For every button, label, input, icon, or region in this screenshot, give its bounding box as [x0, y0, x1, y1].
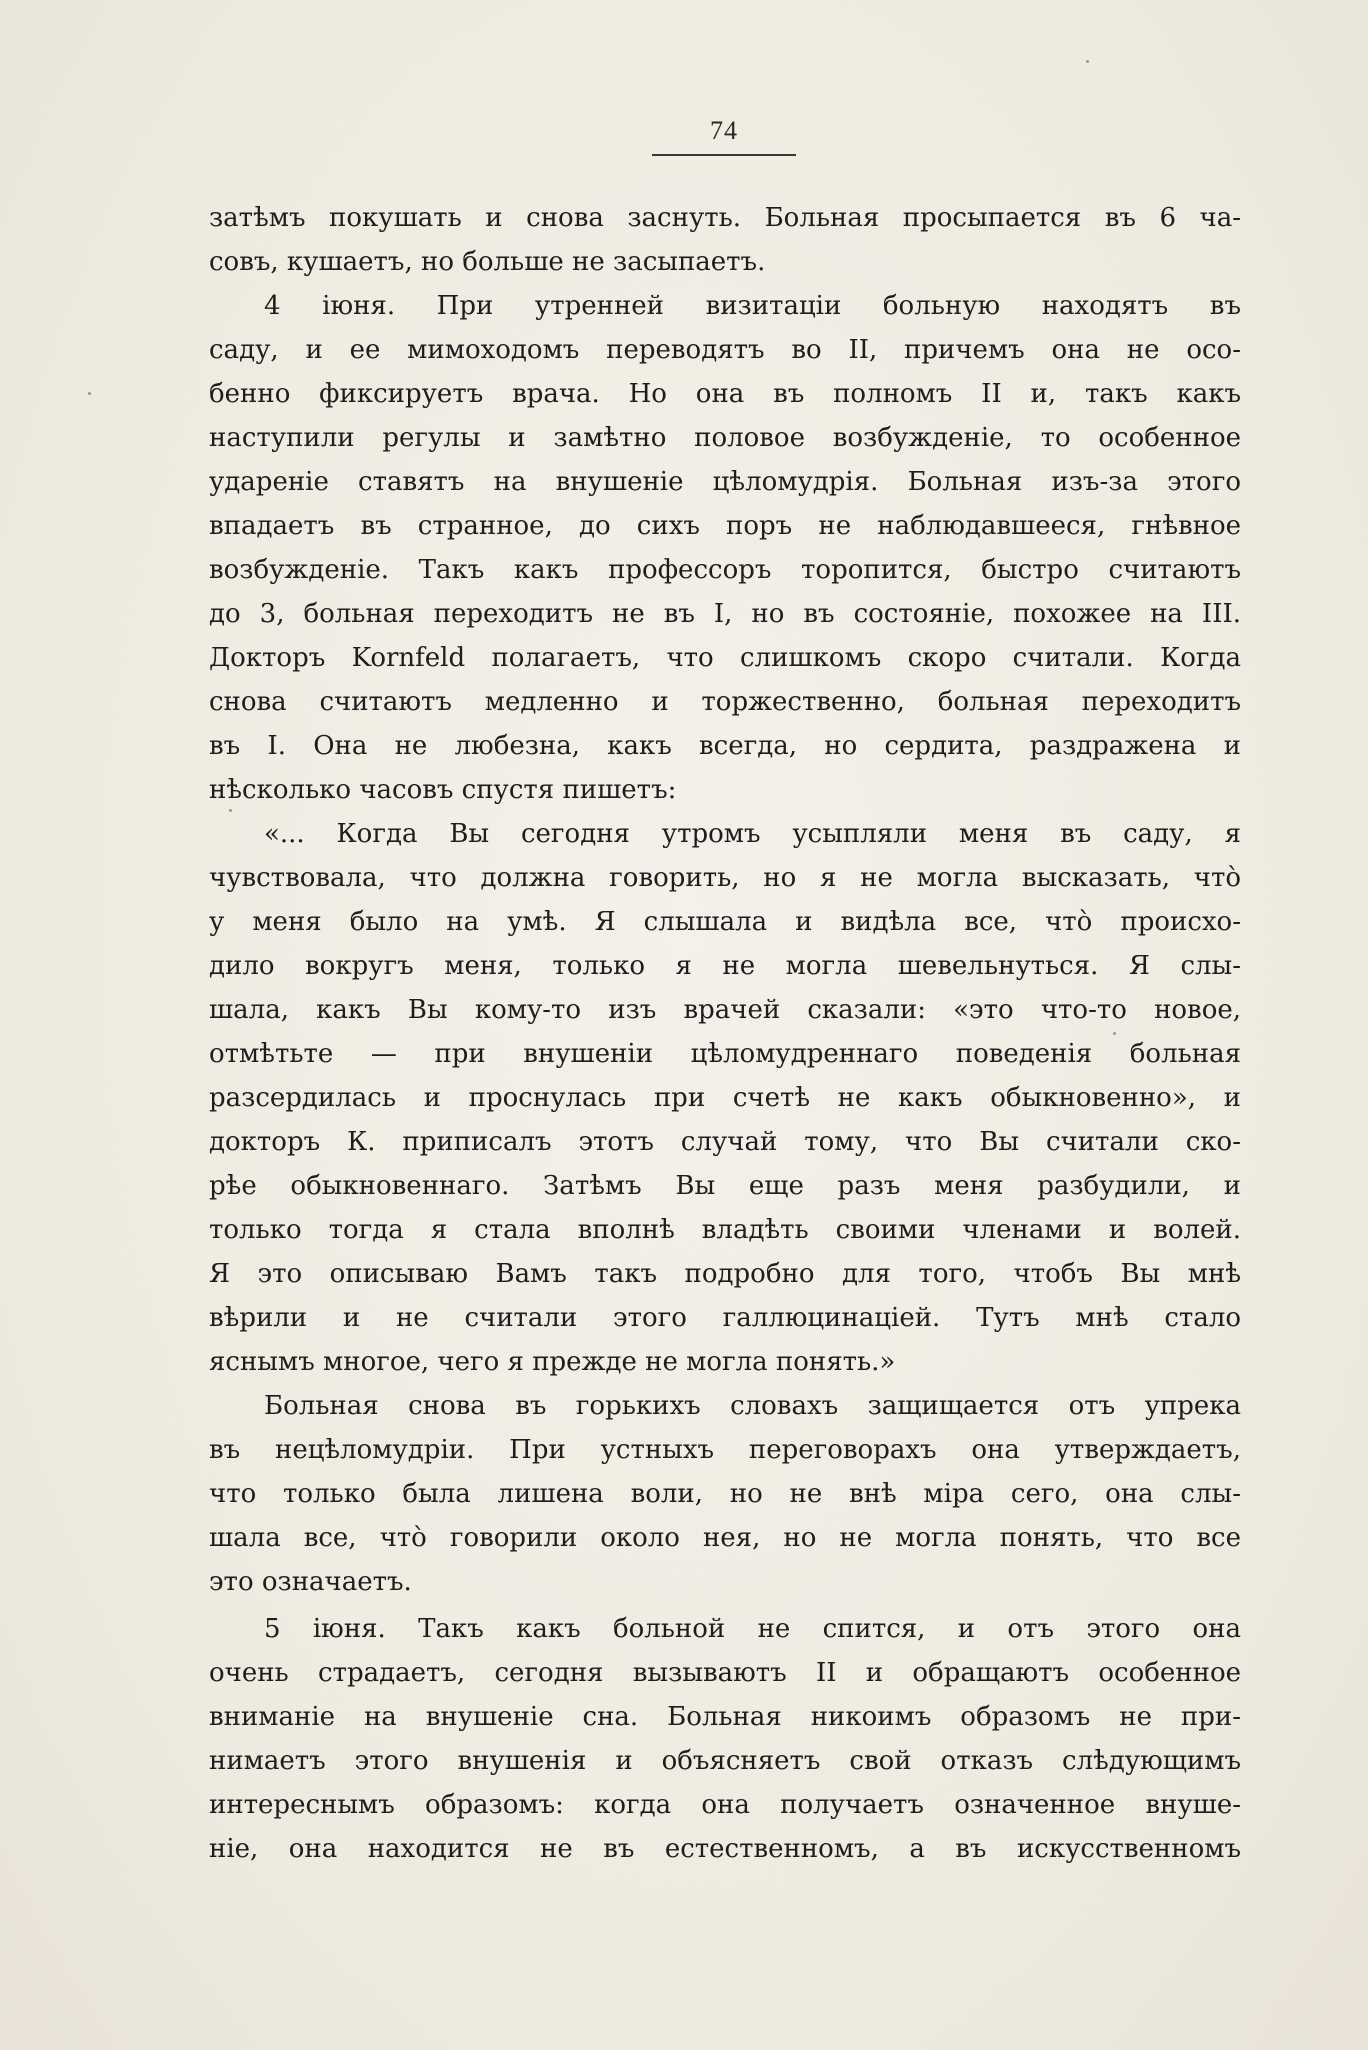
text-line: что только была лишена воли, но не внѣ міра сего, она слы-: [209, 1479, 1241, 1509]
page-number: 74: [710, 116, 738, 145]
text-line: у меня было на умѣ. Я слышала и видѣла все, что̀ происхо-: [209, 907, 1241, 937]
text-line: вниманіе на внушеніе сна. Больная никоимъ образомъ не при-: [209, 1702, 1241, 1732]
text-line: возбужденіе. Такъ какъ профессоръ торопится, быстро считаютъ: [209, 555, 1241, 585]
quoted-letter-start: «... Когда Вы сегодня утромъ усыпляли меня въ саду, я: [264, 819, 1241, 849]
text-line: удареніе ставятъ на внушеніе цѣломудрія. Больная изъ-за этого: [209, 467, 1241, 497]
text-line: наступили регулы и замѣтно половое возбужденіе, то особенное: [209, 423, 1241, 453]
text-line: впадаетъ въ странное, до сихъ поръ не наблюдавшееся, гнѣвное: [209, 511, 1241, 541]
paper-speck: [88, 392, 91, 395]
paragraph-start-june-4: 4 іюня. При утренней визитаціи больную находятъ въ: [264, 291, 1241, 321]
text-line: Я это описываю Вамъ такъ подробно для того, чтобъ Вы мнѣ: [209, 1259, 1241, 1289]
page-header: [0, 116, 1368, 146]
header-rule: [652, 154, 796, 156]
text-line: только тогда я стала вполнѣ владѣть своими членами и волей.: [209, 1215, 1241, 1245]
text-line: чувствовала, что должна говорить, но я не могла высказать, что̀: [209, 863, 1241, 893]
text-line: до 3, больная переходитъ не въ I, но въ состояніе, похожее на III.: [209, 599, 1241, 629]
text-line: вѣрили и не считали этого галлюцинаціей. Тутъ мнѣ стало: [209, 1303, 1241, 1333]
text-line: затѣмъ покушать и снова заснуть. Больная просыпается въ 6 ча-: [209, 203, 1241, 233]
text-line: шала, какъ Вы кому-то изъ врачей сказали: «это что-то новое,: [209, 995, 1241, 1025]
text-line: разсердилась и проснулась при счетѣ не какъ обыкновенно», и: [209, 1083, 1241, 1113]
text-line: нимаетъ этого внушенія и объясняетъ свой отказъ слѣдующимъ: [209, 1746, 1241, 1776]
text-line: отмѣтьте — при внушеніи цѣломудреннаго поведенія больная: [209, 1039, 1241, 1069]
paper-speck: [1113, 1032, 1116, 1035]
paper-speck: [229, 809, 232, 812]
text-line: снова считаютъ медленно и торжественно, больная переходитъ: [209, 687, 1241, 717]
text-line: шала все, что̀ говорили около нея, но не могла понять, что все: [209, 1523, 1241, 1553]
text-line: бенно фиксируетъ врача. Но она въ полномъ II и, такъ какъ: [209, 379, 1241, 409]
text-body: [209, 196, 1241, 1871]
text-line: Докторъ Kornfeld полагаетъ, что слишкомъ скоро считали. Когда: [209, 643, 1241, 673]
text-line: дило вокругъ меня, только я не могла шевельнуться. Я слы-: [209, 951, 1241, 981]
text-line: докторъ К. приписалъ этотъ случай тому, что Вы считали ско-: [209, 1127, 1241, 1157]
text-line: ніе, она находится не въ естественномъ, а въ искусственномъ: [209, 1834, 1241, 1864]
paragraph-start-june-5: 5 іюня. Такъ какъ больной не спится, и отъ этого она: [264, 1614, 1241, 1644]
text-line: саду, и ее мимоходомъ переводятъ во II, причемъ она не осо-: [209, 335, 1241, 365]
text-line: это означаетъ.: [209, 1567, 412, 1597]
text-line: рѣе обыкновеннаго. Затѣмъ Вы еще разъ меня разбудили, и: [209, 1171, 1241, 1201]
text-line: яснымъ многое, чего я прежде не могла понять.»: [209, 1347, 896, 1377]
text-line: совъ, кушаетъ, но больше не засыпаетъ.: [209, 247, 766, 277]
text-line: въ I. Она не любезна, какъ всегда, но сердита, раздражена и: [209, 731, 1241, 761]
paragraph-start: Больная снова въ горькихъ словахъ защищается отъ упрека: [264, 1391, 1241, 1421]
text-line: интереснымъ образомъ: когда она получаетъ означенное внуше-: [209, 1790, 1241, 1820]
paper-speck: [1086, 60, 1089, 63]
text-line: въ нецѣломудріи. При устныхъ переговорахъ она утверждаетъ,: [209, 1435, 1241, 1465]
text-line: очень страдаетъ, сегодня вызываютъ II и обращаютъ особенное: [209, 1658, 1241, 1688]
text-line: нѣсколько часовъ спустя пишетъ:: [209, 775, 677, 805]
